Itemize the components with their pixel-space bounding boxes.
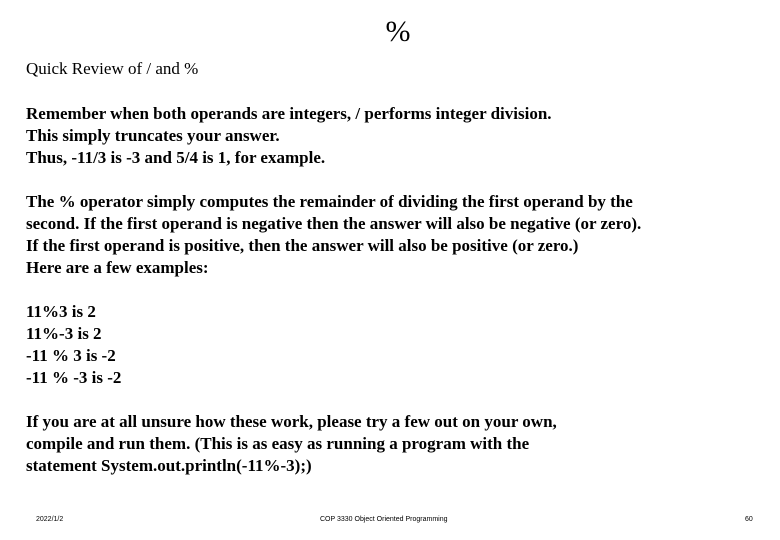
- paragraph-integer-division: [26, 103, 766, 169]
- example-item: 11%-3 is 2: [26, 324, 102, 343]
- slide-heading: Quick Review of / and %: [26, 59, 199, 78]
- example-item: 11%3 is 2: [26, 302, 96, 321]
- footer-page-number: 60: [745, 516, 753, 523]
- spacer: [26, 169, 766, 191]
- example-item: -11 % -3 is -2: [26, 368, 122, 387]
- text-line: If the first operand is positive, then the answer will also be positive (or zero.): [26, 236, 579, 255]
- text-line: statement System.out.println(-11%-3);): [26, 456, 312, 475]
- footer-course-title: COP 3330 Object Oriented Programming: [320, 516, 448, 523]
- slide-content: [26, 58, 766, 477]
- examples-list: [26, 301, 766, 389]
- spacer: [26, 80, 766, 103]
- paragraph-modulo-operator: [26, 191, 766, 279]
- spacer: [26, 389, 766, 411]
- example-item: -11 % 3 is -2: [26, 346, 116, 365]
- text-line: Here are a few examples:: [26, 258, 209, 277]
- text-line: compile and run them. (This is as easy as running a program with the: [26, 434, 530, 453]
- text-line: The % operator simply computes the remainder of dividing the first operand by the: [26, 192, 633, 211]
- text-line: If you are at all unsure how these work, please try a few out on your own,: [26, 412, 557, 431]
- slide-title: %: [385, 15, 411, 48]
- text-line: Remember when both operands are integers, / performs integer division.: [26, 104, 552, 123]
- text-line: This simply truncates your answer.: [26, 126, 280, 145]
- paragraph-try-it: [26, 411, 766, 477]
- spacer: [26, 279, 766, 301]
- text-line: second. If the first operand is negative then the answer will also be negative (or zero).: [26, 214, 642, 233]
- footer-date: 2022/1/2: [36, 516, 64, 523]
- text-line: Thus, -11/3 is -3 and 5/4 is 1, for example.: [26, 148, 326, 167]
